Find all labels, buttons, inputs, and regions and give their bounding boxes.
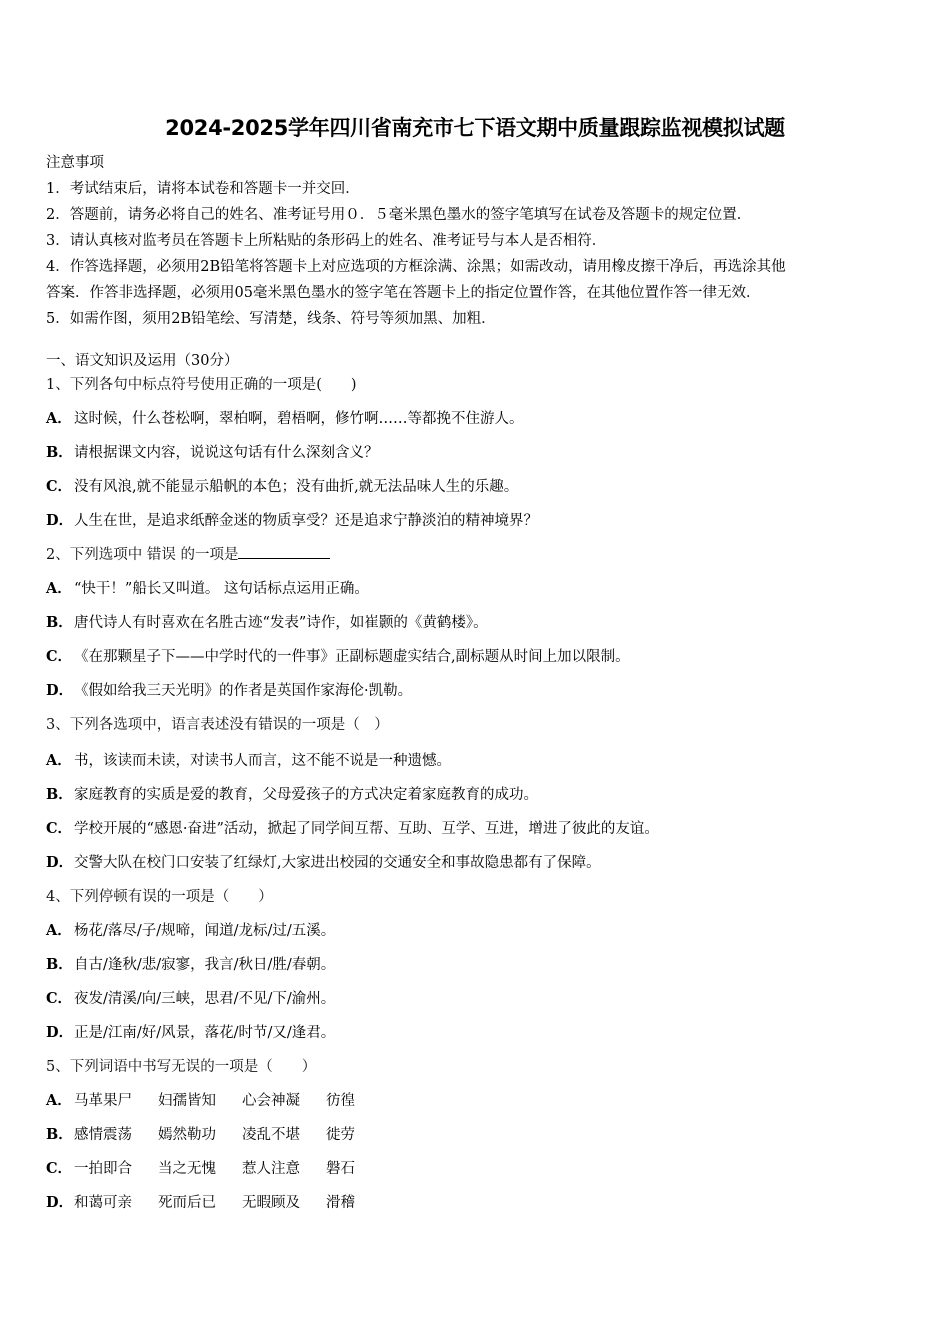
word-item: 滑稽 <box>326 1195 355 1211</box>
option-text: 没有风浪,就不能显示船帆的本色；没有曲折,就无法品味人生的乐趣。 <box>74 479 519 495</box>
option-letter: A． <box>46 1092 72 1109</box>
notice-item: 2．答题前，请务必将自己的姓名、准考证号用０．５毫米黑色墨水的签字笔填写在试卷及答题卡的规定位置． <box>46 207 752 223</box>
question-stem-3 <box>46 714 389 736</box>
option-row[interactable] <box>46 442 379 464</box>
question-stem-text: 4、下列停顿有误的一项是（ ） <box>46 889 273 905</box>
option-letter: B． <box>46 614 73 631</box>
word-item: 当之无愧 <box>158 1161 216 1177</box>
option-row[interactable] <box>46 988 335 1010</box>
notice-block <box>46 150 906 332</box>
option-letter: A． <box>46 752 72 769</box>
option-text: 正是/江南/好/风景，落花/时节/又/逢君。 <box>74 1025 336 1041</box>
notice-item: 5．如需作图，须用2B铅笔绘、写清楚，线条、符号等须加黑、加粗． <box>46 311 496 327</box>
section-heading: 一、语文知识及运用（30分） <box>46 353 239 369</box>
option-row[interactable] <box>46 1090 381 1112</box>
word-item: 凌乱不堪 <box>242 1127 300 1143</box>
word-item: 感情震荡 <box>74 1127 132 1143</box>
option-row[interactable] <box>46 954 335 976</box>
word-item: 妇孺皆知 <box>158 1093 216 1109</box>
page-title: 2024-2025学年四川省南充市七下语文期中质量跟踪监视模拟试题 <box>165 116 785 140</box>
notice-item: 答案．作答非选择题，必须用05毫米黑色墨水的签字笔在答题卡上的指定位置作答，在其他位置作答一律无效． <box>46 285 761 301</box>
question-stem-4 <box>46 886 273 908</box>
option-letter: B． <box>46 1126 73 1143</box>
option-letter: A． <box>46 580 72 597</box>
option-letter: C． <box>46 478 73 495</box>
question-stem-5 <box>46 1056 316 1078</box>
option-letter: D． <box>46 1024 74 1041</box>
option-letter: D． <box>46 854 74 871</box>
option-text: 《在那颗星子下——中学时代的一件事》正副标题虚实结合,副标题从时间上加以限制。 <box>74 649 630 665</box>
question-stem-text: 1、下列各句中标点符号使用正确的一项是( ) <box>46 377 357 393</box>
notice-heading: 注意事项 <box>46 155 104 171</box>
option-row[interactable] <box>46 510 538 532</box>
option-text: 《假如给我三天光明》的作者是英国作家海伦·凯勒。 <box>74 683 413 699</box>
option-row[interactable] <box>46 612 488 634</box>
question-stem-text: 5、下列词语中书写无误的一项是（ ） <box>46 1059 317 1075</box>
notice-item: 4．作答选择题，必须用2B铅笔将答题卡上对应选项的方框涂满、涂黑；如需改动，请用橡皮擦干净后，再选涂其他 <box>46 259 786 275</box>
option-letter: D． <box>46 1194 74 1211</box>
option-row[interactable] <box>46 1022 335 1044</box>
option-letter: C． <box>46 1160 73 1177</box>
word-item: 死而后已 <box>158 1195 216 1211</box>
option-text: 夜发/清溪/向/三峡，思君/不见/下/渝州。 <box>74 991 336 1007</box>
notice-item: 3．请认真核对监考员在答题卡上所粘贴的条形码上的姓名、准考证号与本人是否相符． <box>46 233 607 249</box>
word-item: 惹人注意 <box>242 1161 300 1177</box>
word-item: 磐石 <box>326 1161 355 1177</box>
option-text: 请根据课文内容，说说这句话有什么深刻含义？ <box>74 445 379 461</box>
option-row[interactable] <box>46 920 335 942</box>
option-text: 家庭教育的实质是爱的教育，父母爱孩子的方式决定着家庭教育的成功。 <box>74 787 538 803</box>
word-item: 和蔼可亲 <box>74 1195 132 1211</box>
option-text: 人生在世，是追求纸醉金迷的物质享受？还是追求宁静淡泊的精神境界？ <box>74 513 538 529</box>
question-stem-text: 3、下列各选项中，语言表述没有错误的一项是（ ） <box>46 717 389 733</box>
option-letter: A． <box>46 410 72 427</box>
option-row[interactable] <box>46 578 369 600</box>
option-row[interactable] <box>46 476 518 498</box>
question-stem-2 <box>46 544 330 566</box>
word-item: 彷徨 <box>326 1093 355 1109</box>
option-text: 自古/逢秋/悲/寂寥，我言/秋日/胜/春朝。 <box>74 957 336 973</box>
question-stem-1 <box>46 374 357 396</box>
word-item: 无暇顾及 <box>242 1195 300 1211</box>
option-row[interactable] <box>46 1158 381 1180</box>
option-row[interactable] <box>46 818 659 840</box>
option-text: 唐代诗人有时喜欢在名胜古迹“发表”诗作，如崔颢的《黄鹤楼》。 <box>74 615 488 631</box>
option-letter: C． <box>46 820 73 837</box>
option-row[interactable] <box>46 784 538 806</box>
option-row[interactable] <box>46 1124 381 1146</box>
word-item: 马革果尸 <box>74 1093 132 1109</box>
option-text: 交警大队在校门口安装了红绿灯,大家进出校园的交通安全和事故隐患都有了保障。 <box>74 855 601 871</box>
notice-item: 1．考试结束后，请将本试卷和答题卡一并交回． <box>46 181 360 197</box>
option-letter: D． <box>46 512 74 529</box>
option-letter: A． <box>46 922 72 939</box>
option-row[interactable] <box>46 408 524 430</box>
option-text: 这时候，什么苍松啊，翠柏啊，碧梧啊，修竹啊……等都挽不住游人。 <box>74 411 524 427</box>
option-letter: B． <box>46 444 73 461</box>
option-letter: B． <box>46 786 73 803</box>
option-text: “快干！”船长又叫道。 这句话标点运用正确。 <box>74 581 369 597</box>
option-letter: C． <box>46 648 73 665</box>
answer-blank <box>238 544 330 559</box>
option-letter: D． <box>46 682 74 699</box>
option-letter: C． <box>46 990 73 1007</box>
option-text: 杨花/落尽/子/规啼，闻道/龙标/过/五溪。 <box>74 923 336 939</box>
word-item: 徙劳 <box>326 1127 355 1143</box>
option-row[interactable] <box>46 1192 381 1214</box>
option-letter: B． <box>46 956 73 973</box>
option-row[interactable] <box>46 680 412 702</box>
question-stem-text: 2、下列选项中 错误 的一项是 <box>46 547 239 563</box>
word-item: 心会神凝 <box>242 1093 300 1109</box>
word-item: 嫣然勒功 <box>158 1127 216 1143</box>
option-row[interactable] <box>46 852 601 874</box>
option-row[interactable] <box>46 646 630 668</box>
word-item: 一拍即合 <box>74 1161 132 1177</box>
option-row[interactable] <box>46 750 451 772</box>
option-text: 学校开展的“感恩·奋进”活动，掀起了同学间互帮、互助、互学、互进，增进了彼此的友谊。 <box>74 821 659 837</box>
option-text: 书，该读而未读，对读书人而言，这不能不说是一种遗憾。 <box>74 753 451 769</box>
